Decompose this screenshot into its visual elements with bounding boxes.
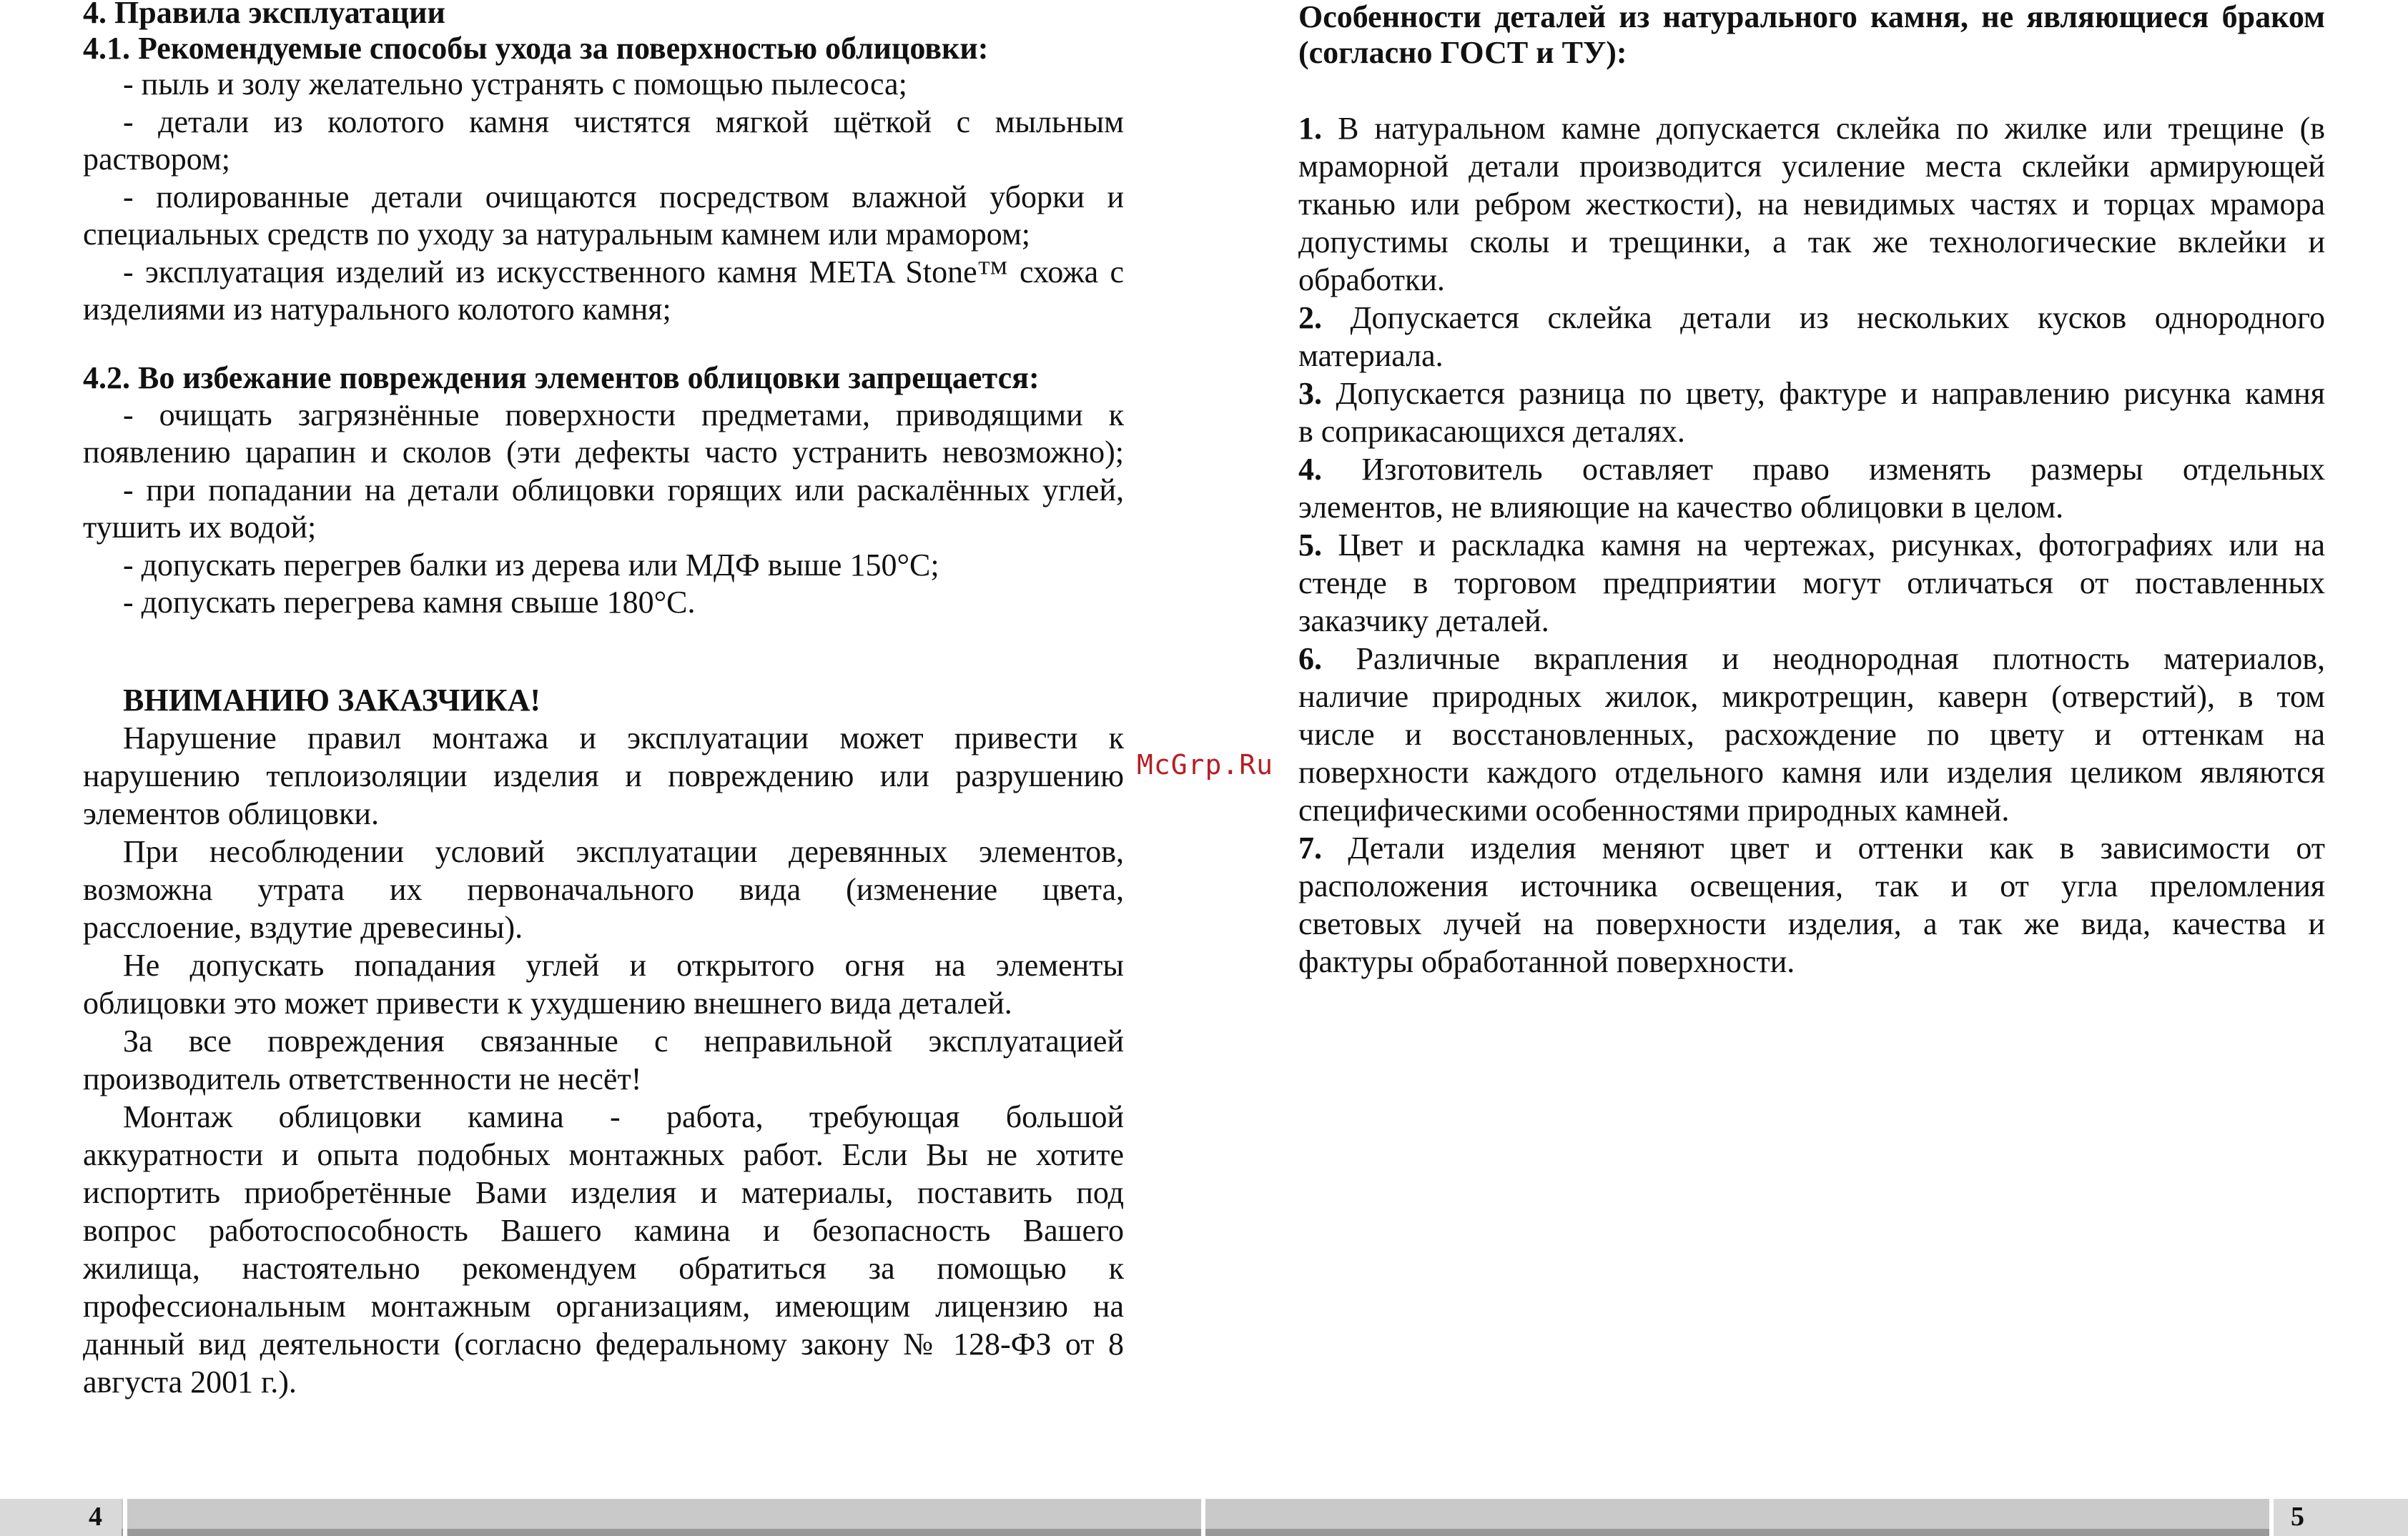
attention-paragraph: вопрос работоспособность Вашего камина и безопасность Вашего: [83, 1213, 1124, 1248]
prohibited-item: - допускать перегрев балки из дерева или МДФ выше 150°C;: [123, 547, 939, 583]
feature-item-1-line: тканью или ребром жесткости), на невидимых частях и торцах мрамора: [1298, 187, 2325, 222]
feature-item-6-line: специфическими особенностями природных камней.: [1298, 793, 2010, 828]
attention-paragraph: элементов облицовки.: [83, 796, 379, 831]
page-number-left: 4: [89, 1502, 102, 1532]
attention-paragraph: жилища, настоятельно рекомендуем обратиться за помощью к: [83, 1251, 1124, 1286]
feature-item-1-line: допустимы сколы и трещинки, а так же технологические вклейки и: [1298, 224, 2325, 259]
item-number: 1.: [1298, 111, 1322, 146]
feature-item-4: 4. Изготовитель оставляет право изменять размеры отдельных: [1298, 452, 2326, 487]
feature-item-6-line: наличие природных жилок, микротрещин, каверн (отверстий), в том: [1298, 679, 2325, 714]
care-item-cont: изделиями из натурального колотого камня;: [83, 292, 671, 327]
page-number-right: 5: [2291, 1502, 2304, 1532]
feature-item-1-line: мраморной детали производится усиление места склейки армирующей: [1298, 149, 2325, 184]
item-number: 2.: [1298, 300, 1322, 335]
attention-paragraph: Не допускать попадания углей и открытого огня на элементы: [123, 948, 1124, 983]
section-heading: 4. Правила эксплуатации: [83, 0, 445, 30]
prohibited-item: - допускать перегрева камня свыше 180°C.: [123, 585, 696, 620]
feature-item-5-line: стенде в торговом предприятии могут отличаться от поставленных: [1298, 565, 2325, 600]
feature-item-5-line: заказчику деталей.: [1298, 603, 1549, 638]
care-item: - эксплуатация изделий из искусственного камня META Stone™ схожа с: [123, 254, 1124, 289]
attention-paragraph: нарушению теплоизоляции изделия и повреждению или разрушению: [83, 758, 1124, 793]
footer-divider: [123, 1499, 127, 1536]
attention-paragraph: данный вид деятельности (согласно федеральному закону № 128-ФЗ от 8: [83, 1327, 1124, 1362]
prohibited-item-cont: появлению царапин и сколов (эти дефекты часто устранить невозможно);: [83, 435, 1124, 470]
attention-paragraph: За все повреждения связанные с неправильной эксплуатацией: [123, 1024, 1124, 1059]
attention-paragraph: испортить приобретённые Вами изделия и материалы, поставить под: [83, 1175, 1124, 1210]
attention-paragraph: производитель ответственности не несёт!: [83, 1061, 642, 1096]
attention-paragraph: Нарушение правил монтажа и эксплуатации может привести к: [123, 720, 1124, 755]
care-item: - детали из колотого камня чистятся мягкой щёткой с мыльным: [123, 104, 1124, 139]
footer-divider: [1201, 1499, 1205, 1536]
feature-item-1-line: обработки.: [1298, 262, 1445, 297]
care-item: - пыль и золу желательно устранять с помощью пылесоса;: [123, 66, 907, 101]
feature-item-3-line: в соприкасающихся деталях.: [1298, 414, 1685, 449]
attention-paragraph: облицовки это может привести к ухудшению внешнего вида деталей.: [83, 986, 1012, 1021]
feature-item-3: 3. Допускается разница по цвету, фактуре и направлению рисунка камня: [1298, 376, 2325, 411]
prohibited-item-cont: тушить их водой;: [83, 510, 317, 545]
item-number: 4.: [1298, 452, 1322, 487]
item-number: 6.: [1298, 641, 1322, 676]
attention-paragraph: Монтаж облицовки камина - работа, требующая большой: [123, 1099, 1124, 1134]
attention-paragraph: аккуратности и опыта подобных монтажных работ. Если Вы не хотите: [83, 1137, 1124, 1172]
feature-item-7-line: фактуры обработанной поверхности.: [1298, 944, 1795, 979]
feature-item-7-line: световых лучей на поверхности изделия, а так же вида, качества и: [1298, 906, 2325, 941]
feature-item-2-line: материала.: [1298, 338, 1444, 373]
footer-page-box-left: [0, 1499, 122, 1536]
feature-item-6: 6. Различные вкрапления и неоднородная плотность материалов,: [1298, 641, 2326, 676]
attention-paragraph: расслоение, вздутие древесины).: [83, 910, 523, 945]
feature-item-1: 1. В натуральном камне допускается склейка по жилке или трещине (в: [1298, 111, 2325, 146]
item-number: 5.: [1298, 527, 1322, 563]
prohibited-item: - очищать загрязнённые поверхности предметами, приводящими к: [123, 397, 1124, 432]
attention-paragraph: При несоблюдении условий эксплуатации деревянных элементов,: [123, 834, 1124, 869]
feature-item-5: 5. Цвет и раскладка камня на чертежах, рисунках, фотографиях или на: [1298, 527, 2326, 563]
care-item: - полированные детали очищаются посредством влажной уборки и: [123, 179, 1124, 214]
feature-item-6-line: поверхности каждого отдельного камня или изделия целиком являются: [1298, 755, 2325, 790]
subsection-title-4-1: 4.1. Рекомендуемые способы ухода за поверхностью облицовки:: [83, 31, 989, 66]
feature-item-6-line: числе и восстановленных, расхождение по цвету и оттенкам на: [1298, 717, 2325, 752]
subsection-title-4-2: 4.2. Во избежание повреждения элементов облицовки запрещается:: [83, 360, 1040, 395]
footer-divider: [2269, 1499, 2274, 1536]
watermark: McGrp.Ru: [1137, 749, 1274, 781]
attention-paragraph: возможна утрата их первоначального вида (изменение цвета,: [83, 872, 1124, 907]
care-item-cont: специальных средств по уходу за натуральным камнем или мрамором;: [83, 217, 1031, 252]
item-number: 3.: [1298, 376, 1322, 411]
attention-paragraph: августа 2001 г.).: [83, 1364, 297, 1399]
item-number: 7.: [1298, 831, 1322, 866]
feature-item-4-line: элементов, не влияющие на качество облицовки в целом.: [1298, 490, 2064, 525]
right-title-cont: (согласно ГОСТ и ТУ):: [1298, 35, 1627, 70]
feature-item-2: 2. Допускается склейка детали из нескольких кусков однородного: [1298, 300, 2326, 335]
attention-heading: ВНИМАНИЮ ЗАКАЗЧИКА!: [123, 683, 541, 718]
feature-item-7-line: расположения источника освещения, так и от угла преломления: [1298, 868, 2325, 903]
attention-paragraph: профессиональным монтажным организациям, имеющим лицензию на: [83, 1289, 1124, 1324]
prohibited-item: - при попадании на детали облицовки горящих или раскалённых углей,: [123, 472, 1124, 507]
feature-item-7: 7. Детали изделия меняют цвет и оттенки как в зависимости от: [1298, 831, 2326, 866]
right-title: Особенности деталей из натурального камня, не являющиеся браком: [1298, 0, 2325, 34]
care-item-cont: раствором;: [83, 142, 230, 177]
